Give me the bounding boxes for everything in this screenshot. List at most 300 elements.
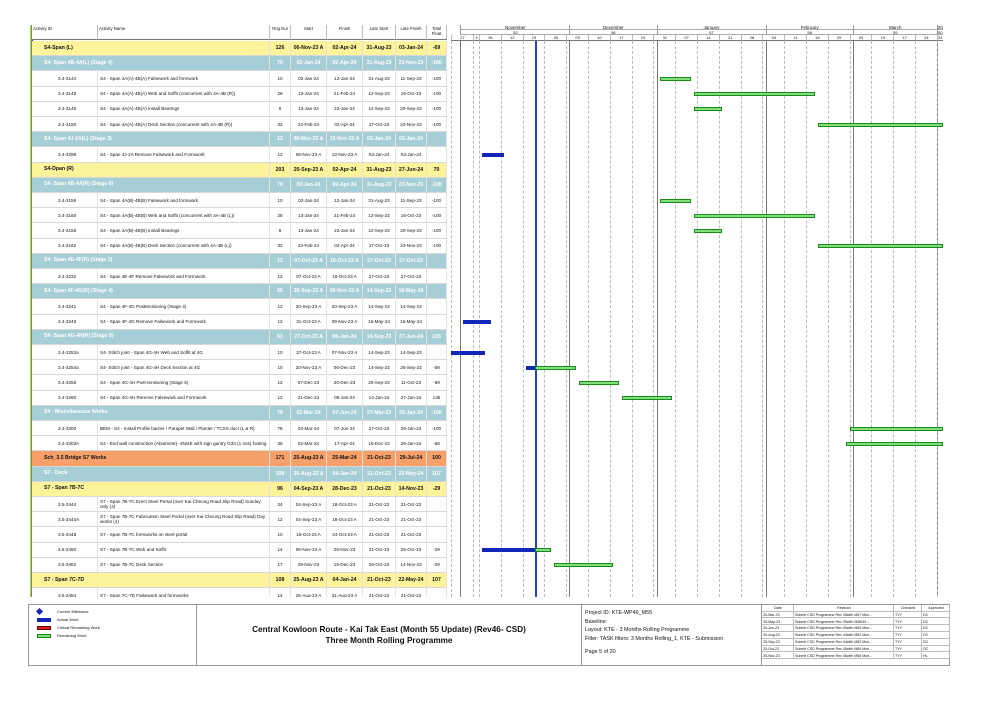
cell-tf: -100 xyxy=(427,117,447,131)
cell-name: S7 - Span 7B-7C Web and Soffit xyxy=(98,543,270,557)
cell-finish: 02-Apr-24 xyxy=(327,117,363,131)
cell-lstart: 14-Jun-24 xyxy=(363,391,396,405)
cell-dur: 12 xyxy=(270,269,291,283)
month-gridline xyxy=(766,41,767,597)
remaining-work-bar[interactable] xyxy=(535,548,551,552)
cell-dur: 108 xyxy=(270,467,291,481)
cell-start: 02-Mar-24 xyxy=(291,406,327,420)
timescale-day: 03 xyxy=(566,35,588,41)
cell-name: S7 - Span 7C-7D xyxy=(42,573,270,587)
cell-id: 3.4-3150 xyxy=(32,117,98,131)
cell-dur: 171 xyxy=(270,451,291,465)
cell-dur: 108 xyxy=(270,573,291,587)
cell-id: 3.5-3452 xyxy=(32,558,98,572)
activity-row[interactable] xyxy=(32,223,447,238)
activity-row[interactable] xyxy=(32,147,447,162)
cell-lfinish: 14-Nov-23 xyxy=(396,482,427,496)
remaining-work-bar[interactable] xyxy=(535,366,575,370)
cell-id: 3.4-3298 xyxy=(32,147,98,161)
revision-cell: Submit CSD Programme Rev 43with M52 Mon... xyxy=(794,632,894,638)
cell-tf xyxy=(427,269,447,283)
cell-finish: 20-Dec-23 xyxy=(327,375,363,389)
column-header: Finish xyxy=(327,25,363,40)
cell-lstart: 16-May-24 xyxy=(363,315,396,329)
week-gridline xyxy=(588,41,589,597)
cell-name: S4- Span 4G-4H(R) (Stage 5) xyxy=(42,330,270,344)
cell-start: 02-Jan-24 xyxy=(291,71,327,85)
cell-lstart: 31-Aug-23 xyxy=(363,56,396,70)
timescale-day: 21 xyxy=(719,35,741,41)
wbs-group-row[interactable] xyxy=(32,482,447,497)
cell-dur: 70 xyxy=(270,56,291,70)
cell-lfinish: 11-Sep-23 xyxy=(396,71,427,85)
data-date-line xyxy=(535,41,537,597)
cell-finish: 09-Nov-23 A xyxy=(327,284,363,298)
cell-dur: 70 xyxy=(270,178,291,192)
remaining-work-bar[interactable] xyxy=(694,229,722,233)
wbs-group-row[interactable] xyxy=(32,406,447,421)
wbs-group-row[interactable] xyxy=(32,451,447,466)
cell-lfinish: 29-Jan-24 xyxy=(396,421,427,435)
cell-lstart: 12-Sep-23 xyxy=(363,102,396,116)
timescale-day: 24 xyxy=(632,35,654,41)
cell-tf: -100 xyxy=(427,208,447,222)
revision-cell: DC xyxy=(922,646,950,652)
week-gridline xyxy=(741,41,742,597)
wbs-group-row[interactable] xyxy=(32,163,447,178)
legend-item xyxy=(37,617,79,622)
activity-row[interactable] xyxy=(32,421,447,436)
activity-row[interactable] xyxy=(32,543,447,558)
cell-name: S7 - Span 7B-7C Fabrication Steel Portal (over Kai Cheung Road Slip Road) Day works (4) xyxy=(98,512,270,526)
cell-lstart: 27-Mar-23 xyxy=(363,406,396,420)
activity-row[interactable] xyxy=(32,87,447,102)
timescale-day: 10 xyxy=(588,35,610,41)
revision-row xyxy=(762,612,950,619)
cell-name: S4 - Span 4F-4G Posttensioning (Stage 4) xyxy=(98,299,270,313)
cell-tf: 135 xyxy=(427,330,447,344)
remaining-work-bar[interactable] xyxy=(818,244,943,248)
cell-finish: 24-Oct-23 A xyxy=(327,527,363,541)
week-gridline xyxy=(451,41,452,597)
cell-name: S4 - Span 4A(B)-4B(B) Deck Section (concurrent with 4A-4B (L)) xyxy=(98,239,270,253)
cell-dur: 32 xyxy=(270,239,291,253)
timescale-day: 3 xyxy=(473,35,479,41)
cell-lfinish: 27-Jun-24 xyxy=(396,163,427,177)
activity-row[interactable] xyxy=(32,269,447,284)
cell-tf: -100 xyxy=(427,71,447,85)
title-panel xyxy=(197,605,582,665)
cell-finish: 07-Jun-24 xyxy=(327,406,363,420)
cell-tf xyxy=(427,132,447,146)
cell-dur: 55 xyxy=(270,284,291,298)
cell-lstart: 21-Oct-23 xyxy=(363,451,396,465)
cell-lfinish: 14-Nov-23 xyxy=(396,558,427,572)
cell-tf: -100 xyxy=(427,223,447,237)
cell-start: 06-Nov-23 A xyxy=(291,543,327,557)
remaining-work-bar[interactable] xyxy=(660,77,691,81)
activity-row[interactable] xyxy=(32,360,447,375)
timescale-week-number: 59 xyxy=(853,30,937,35)
cell-name: S4 - Span 4A(A)-4B(A) Install Bearings xyxy=(98,102,270,116)
activity-row[interactable] xyxy=(32,512,447,527)
week-gridline xyxy=(806,41,807,597)
revision-cell: 20-Aug-23 xyxy=(762,632,794,638)
cell-lstart: 21-Oct-23 xyxy=(363,573,396,587)
cell-finish: 02-Apr-24 xyxy=(327,56,363,70)
cell-tf xyxy=(427,345,447,359)
cell-tf xyxy=(427,315,447,329)
cell-finish: 18-Oct-23 A xyxy=(327,512,363,526)
activity-row[interactable] xyxy=(32,588,447,597)
cell-id: 3.5-3444 xyxy=(32,497,98,511)
legend-item xyxy=(37,625,100,630)
cell-tf: -58 xyxy=(427,436,447,450)
week-gridline xyxy=(501,41,502,597)
cell-lfinish: 27-Oct-23 xyxy=(396,269,427,283)
revision-cell: Submit CSD Programme Rev 39with M47 Mon... xyxy=(794,612,894,618)
revision-cell: Submit CSD Programme Rev 40with M50 Mon... xyxy=(794,625,894,631)
cell-dur: 28 xyxy=(270,87,291,101)
cell-lfinish: 21-Oct-23 xyxy=(396,527,427,541)
cell-tf: 107 xyxy=(427,467,447,481)
cell-name: S4 - End wall construction (Abutment)- 4N/4E with sign gantry G33 (1 nos) footing xyxy=(98,436,270,450)
cell-name: S4-Span (L) xyxy=(42,41,270,55)
cell-finish: 31-Aug-23 A xyxy=(327,588,363,597)
timescale-week-number: 50 xyxy=(938,30,943,35)
week-gridline xyxy=(784,41,785,597)
cell-id: 3.4-3158 xyxy=(32,223,98,237)
cell-name: S4 - Miscellaneous Works xyxy=(42,406,270,420)
cell-start: 04-Sep-23 A xyxy=(291,497,327,511)
revision-cell: HL xyxy=(922,653,950,659)
revision-row xyxy=(762,646,950,653)
cell-dur: 10 xyxy=(270,71,291,85)
revision-table xyxy=(762,605,950,665)
cell-dur: 10 xyxy=(270,360,291,374)
cell-start: 20-Sep-23 A xyxy=(291,299,327,313)
column-header: Orig Dur xyxy=(270,25,291,40)
cell-lfinish: 29-Jul-24 xyxy=(396,451,427,465)
project-id: Project ID: KTE-WP46_M55 xyxy=(585,610,653,616)
wbs-group-row[interactable] xyxy=(32,41,447,56)
timescale-day: 28 xyxy=(741,35,763,41)
revision-cell: TYY xyxy=(894,625,922,631)
cell-id: 3.4-3260 xyxy=(32,391,98,405)
timescale-day: 26 xyxy=(544,35,566,41)
revision-header-row xyxy=(762,605,950,612)
cell-lfinish: 23-Nov-23 xyxy=(396,56,427,70)
activity-row[interactable] xyxy=(32,71,447,86)
activity-row[interactable] xyxy=(32,193,447,208)
month-gridline xyxy=(569,41,570,597)
timescale-day: 07 xyxy=(675,35,697,41)
cell-tf: 70 xyxy=(427,163,447,177)
cell-dur: 12 xyxy=(270,299,291,313)
cell-lstart: 14-Sep-23 xyxy=(363,330,396,344)
cell-start: 20-Nov-23 A xyxy=(291,360,327,374)
cell-id: 3.5-3448 xyxy=(32,527,98,541)
cell-dur: 10 xyxy=(270,527,291,541)
cell-finish: 16-Oct-23 A xyxy=(327,254,363,268)
cell-dur: 78 xyxy=(270,421,291,435)
cell-name: S4 - Span 4F-4G Remove Falsework and Formwork xyxy=(98,315,270,329)
activity-row[interactable] xyxy=(32,315,447,330)
timescale-day: 18 xyxy=(806,35,828,41)
cell-dur: 12 xyxy=(270,132,291,146)
remaining-work-bar[interactable] xyxy=(694,107,722,111)
page-number: Page 5 of 20 xyxy=(585,649,616,655)
cell-name: S4 - Span 4A(B)-4B(B) Install Bearings xyxy=(98,223,270,237)
cell-lfinish: 27-Jun-24 xyxy=(396,330,427,344)
revision-cell: Checked xyxy=(894,605,922,611)
revision-row xyxy=(762,632,950,639)
cell-finish: 12-Jan-24 xyxy=(327,193,363,207)
cell-finish: 25-Mar-24 xyxy=(327,451,363,465)
filter-label: Filter: TASK filters: 3 Months Rolling_1, KTE - Submission xyxy=(585,635,724,642)
cell-tf: -100 xyxy=(427,421,447,435)
cell-name: S4 - Span 4A(A)-4B(A) Falsework and formwork xyxy=(98,71,270,85)
cell-id: 3.4-3144 xyxy=(32,71,98,85)
week-gridline xyxy=(566,41,567,597)
wbs-group-row[interactable] xyxy=(32,330,447,345)
cell-lstart: 15-Dec-23 xyxy=(363,436,396,450)
revision-cell: TYY xyxy=(894,612,922,618)
revision-cell: TYY xyxy=(894,653,922,659)
revision-row xyxy=(762,619,950,626)
cell-start: 29-Nov-23 xyxy=(291,558,327,572)
legend-label: Actual Work xyxy=(57,617,79,622)
cell-finish: 28-Dec-23 xyxy=(327,482,363,496)
timescale-week-number: 56 xyxy=(569,30,656,35)
revision-cell: 25-Nov-23 xyxy=(762,653,794,659)
cell-lstart: 21-Oct-23 xyxy=(363,497,396,511)
remaining-work-bar[interactable] xyxy=(554,563,613,567)
wbs-group-row[interactable] xyxy=(32,132,447,147)
cell-name: S7 - Span 7B-7C xyxy=(42,482,270,496)
column-header: Late Finish xyxy=(396,25,427,40)
timescale-day: 14 xyxy=(697,35,719,41)
column-header: Activity Name xyxy=(98,25,270,40)
cell-dur: 14 xyxy=(270,588,291,597)
actual-work-bar[interactable] xyxy=(451,351,485,355)
cell-id: 3.4-3254a xyxy=(32,360,98,374)
cell-tf xyxy=(427,512,447,526)
cell-tf: -100 xyxy=(427,406,447,420)
remaining-work-bar[interactable] xyxy=(694,92,815,96)
cell-lfinish: 25-Oct-23 xyxy=(396,543,427,557)
actual-work-bar[interactable] xyxy=(463,320,491,324)
cell-tf: -59 xyxy=(427,375,447,389)
cell-name: S7 - Deck xyxy=(42,467,270,481)
cell-tf xyxy=(427,147,447,161)
cell-dur: 12 xyxy=(270,375,291,389)
cell-id: 3.4-3162 xyxy=(32,239,98,253)
wbs-group-row[interactable] xyxy=(32,467,447,482)
cell-dur: 14 xyxy=(270,543,291,557)
cell-name: S4 - Span 4A(A)-4B(A) Web and Soffit (concurrent with 4A-4B (R)) xyxy=(98,87,270,101)
remaining-work-bar[interactable] xyxy=(622,396,672,400)
timescale-day: 03 xyxy=(850,35,872,41)
timescale-week-number: 58 xyxy=(766,30,853,35)
activity-row[interactable] xyxy=(32,375,447,390)
cell-dur: 10 xyxy=(270,193,291,207)
revision-cell: DC xyxy=(922,612,950,618)
cell-tf: -69 xyxy=(427,41,447,55)
cell-id: 3.4-3146 xyxy=(32,102,98,116)
week-gridline xyxy=(762,41,763,597)
cell-tf xyxy=(427,497,447,511)
remaining-work-bar[interactable] xyxy=(850,427,943,431)
cell-dur: 78 xyxy=(270,406,291,420)
actual-work-bar[interactable] xyxy=(526,366,535,370)
report-subtitle: Three Month Rolling Programme xyxy=(325,636,453,645)
week-gridline xyxy=(675,41,676,597)
activity-row[interactable] xyxy=(32,299,447,314)
activity-row[interactable] xyxy=(32,117,447,132)
cell-start: 13-Jan-24 xyxy=(291,102,327,116)
cell-lfinish: 14-Sep-23 xyxy=(396,345,427,359)
cell-lfinish: 03-Jan-24 xyxy=(396,147,427,161)
timescale-day: 10 xyxy=(871,35,893,41)
cell-lfinish: 27-Jun-24 xyxy=(396,391,427,405)
wbs-group-row[interactable] xyxy=(32,56,447,71)
cell-lstart: 17-Oct-23 xyxy=(363,117,396,131)
cell-lfinish: 20-Sep-23 xyxy=(396,223,427,237)
cell-lfinish: 23-Nov-23 xyxy=(396,178,427,192)
cell-name: S4- Stitch joint - Span 4G-4H Web and Soffit at 4G xyxy=(98,345,270,359)
cell-start: 06-Nov-23 A xyxy=(291,147,327,161)
cell-dur: 203 xyxy=(270,163,291,177)
cell-lstart: 21-Oct-23 xyxy=(363,512,396,526)
week-gridline xyxy=(473,41,474,597)
cell-lfinish: 29-Jan-24 xyxy=(396,406,427,420)
cell-id: 3.4-3160 xyxy=(32,208,98,222)
cell-dur: 8 xyxy=(270,102,291,116)
cell-id: 3.5-3454 xyxy=(32,588,98,597)
actual-work-bar[interactable] xyxy=(482,153,504,157)
activity-row[interactable] xyxy=(32,239,447,254)
timescale-day: 25 xyxy=(828,35,850,41)
activity-row[interactable] xyxy=(32,436,447,451)
cell-start: 07-Oct-23 A xyxy=(291,254,327,268)
cell-id: 3.4-3148 xyxy=(32,87,98,101)
cell-tf: 107 xyxy=(427,573,447,587)
cell-start: 02-Jan-24 xyxy=(291,178,327,192)
wbs-group-row[interactable] xyxy=(32,254,447,269)
cell-start: 13-Jan-24 xyxy=(291,87,327,101)
cell-lstart: 27-Oct-23 xyxy=(363,421,396,435)
cell-id: 3.5-3450 xyxy=(32,543,98,557)
column-header: Start xyxy=(291,25,327,40)
cell-finish: 09-Nov-23 A xyxy=(327,315,363,329)
cell-start: 03-Mar-24 xyxy=(291,421,327,435)
legend-remaining-symbol xyxy=(37,634,51,638)
remaining-work-bar[interactable] xyxy=(660,199,691,203)
legend-actual-symbol xyxy=(37,618,51,622)
activity-row[interactable] xyxy=(32,102,447,117)
cell-dur: 17 xyxy=(270,558,291,572)
cell-dur: 12 xyxy=(270,512,291,526)
wbs-group-row[interactable] xyxy=(32,284,447,299)
timescale-day: 31 xyxy=(938,35,943,40)
cell-lstart: 14-Sep-23 xyxy=(363,284,396,298)
activity-row[interactable] xyxy=(32,497,447,512)
week-gridline xyxy=(653,41,654,597)
cell-dur: 32 xyxy=(270,117,291,131)
cell-lstart: 21-Oct-23 xyxy=(363,543,396,557)
cell-lstart: 21-Oct-23 xyxy=(363,482,396,496)
cell-finish: 02-Apr-24 xyxy=(327,41,363,55)
remaining-work-bar[interactable] xyxy=(818,123,943,127)
cell-tf xyxy=(427,299,447,313)
cell-start: 02-Mar-24 xyxy=(291,436,327,450)
info-panel xyxy=(582,605,762,665)
remaining-work-bar[interactable] xyxy=(846,442,943,446)
cell-finish: 07-Nov-23 A xyxy=(327,345,363,359)
cell-start: 07-Dec-23 xyxy=(291,375,327,389)
cell-name: S4- Span 4B-4A(L) (Stage 4) xyxy=(42,56,270,70)
cell-lfinish: 25-Sep-23 xyxy=(396,360,427,374)
cell-id: 3.4-3300 xyxy=(32,421,98,435)
wbs-group-row[interactable] xyxy=(32,178,447,193)
cell-id: 3.4-3232 xyxy=(32,269,98,283)
cell-finish: 07-Jun-24 xyxy=(327,421,363,435)
cell-tf: -100 xyxy=(427,178,447,192)
week-gridline xyxy=(610,41,611,597)
activity-row[interactable] xyxy=(32,208,447,223)
wbs-group-row[interactable] xyxy=(32,573,447,588)
report-footer xyxy=(28,604,950,666)
cell-lstart: 12-Sep-23 xyxy=(363,223,396,237)
cell-lstart: 26-Sep-23 xyxy=(363,375,396,389)
activity-row[interactable] xyxy=(32,391,447,406)
cell-finish: 04-Jan-24 xyxy=(327,467,363,481)
legend-label: Current Milestone xyxy=(57,609,89,614)
revision-cell: 20-Mar-23 xyxy=(762,612,794,618)
remaining-work-bar[interactable] xyxy=(579,381,619,385)
revision-cell: TYY xyxy=(894,632,922,638)
activity-row[interactable] xyxy=(32,345,447,360)
activity-row[interactable] xyxy=(32,527,447,542)
remaining-work-bar[interactable] xyxy=(694,214,815,218)
timescale-day: 17 xyxy=(610,35,632,41)
cell-lfinish: 20-Sep-23 xyxy=(396,102,427,116)
cell-finish: 04-Jan-24 xyxy=(327,573,363,587)
cell-id: 3.4-3258 xyxy=(32,375,98,389)
cell-finish: 02-Apr-24 xyxy=(327,163,363,177)
week-gridline xyxy=(523,41,524,597)
cell-tf: 100 xyxy=(427,451,447,465)
revision-cell: TYY xyxy=(894,619,922,625)
cell-finish: 16-Oct-23 A xyxy=(327,269,363,283)
timescale-day: 27 xyxy=(451,35,473,41)
cell-lfinish: 16-May-24 xyxy=(396,284,427,298)
cell-id: 3.4-3303A xyxy=(32,436,98,450)
revision-cell: DC xyxy=(922,639,950,645)
cell-name: S7 - Span 7B-7C Erect Steel Portal (over Kai Cheung Road Slip Road) Sunday only (4) xyxy=(98,497,270,511)
cell-dur: 12 xyxy=(270,391,291,405)
cell-start: 25-Aug-23 A xyxy=(291,451,327,465)
cell-finish: 22-Jan-24 xyxy=(327,102,363,116)
cell-name: S4- Span 4B-4A(R) (Stage 6) xyxy=(42,178,270,192)
week-gridline xyxy=(479,41,480,597)
timescale-day: 12 xyxy=(501,35,523,41)
actual-work-bar[interactable] xyxy=(482,548,535,552)
cell-start: 04-Sep-23 A xyxy=(291,482,327,496)
cell-dur: 53 xyxy=(270,330,291,344)
activity-row[interactable] xyxy=(32,558,447,573)
